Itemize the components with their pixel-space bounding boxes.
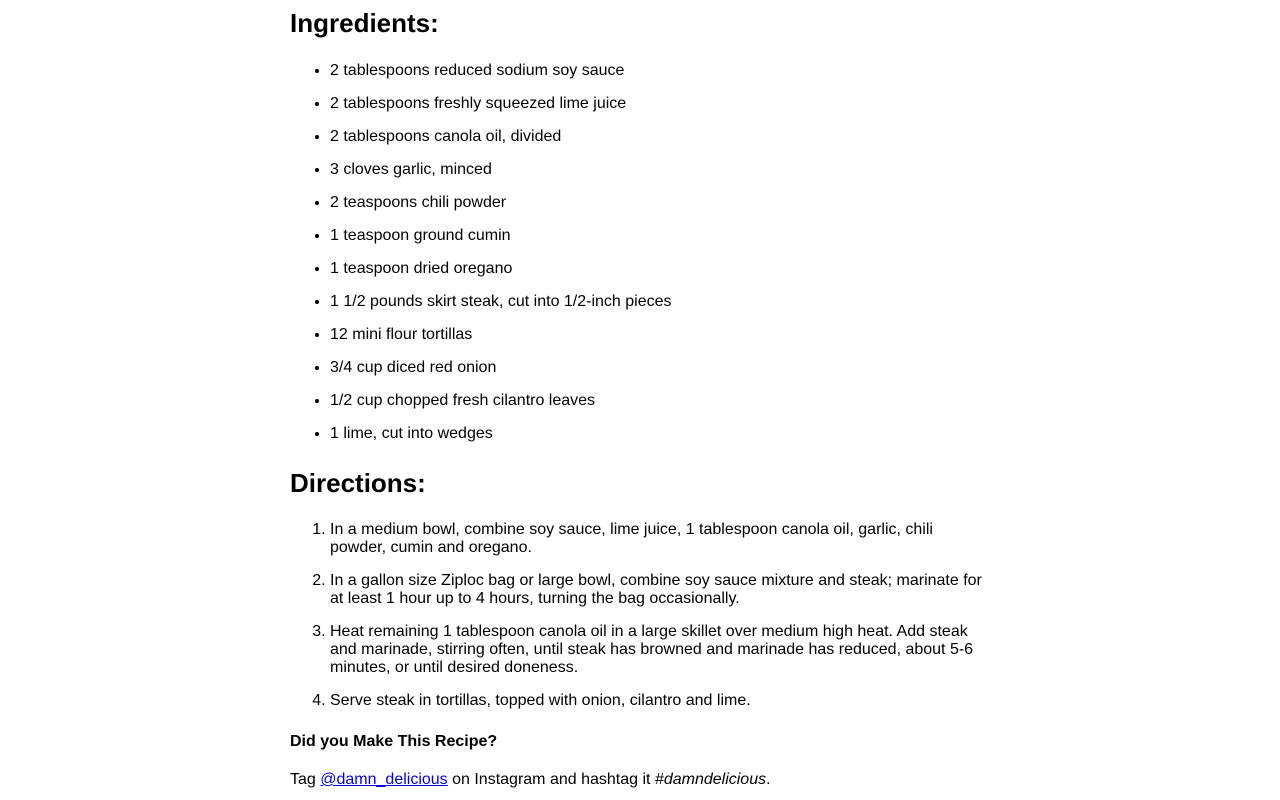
ingredient-item: • 1/2 cup chopped fresh cilantro leaves [330, 391, 990, 411]
ingredient-item: • 1 teaspoon ground cumin [330, 226, 990, 246]
ingredient-item: • 12 mini flour tortillas [330, 325, 990, 345]
ingredient-item: • 2 tablespoons canola oil, divided [330, 127, 990, 147]
ingredient-item: • 1 lime, cut into wedges [330, 424, 990, 444]
ingredient-item: • 3/4 cup diced red onion [330, 358, 990, 378]
ingredients-list [290, 61, 990, 457]
hashtag-text: #damndelicious [654, 771, 767, 788]
direction-step: 3. Heat remaining 1 tablespoon canola oil in a large skillet over medium high heat. Add steak and marinade, stirring often, until steak has browned and marinade has reduced, about 5-6 minutes, or until desired doneness. [330, 623, 990, 677]
make-recipe-question: Did you Make This Recipe? [290, 733, 498, 750]
directions-list [290, 521, 990, 725]
instagram-handle-link[interactable]: @damn_delicious [320, 771, 448, 788]
ingredient-item: • 3 cloves garlic, minced [330, 160, 990, 180]
tag-middle: on Instagram and hashtag it [447, 771, 655, 788]
ingredient-item: • 2 teaspoons chili powder [330, 193, 990, 213]
ingredient-item: • 1 teaspoon dried oregano [330, 259, 990, 279]
ingredient-item: • 1 1/2 pounds skirt steak, cut into 1/2-inch pieces [330, 292, 990, 312]
ingredient-item: • 2 tablespoons freshly squeezed lime juice [330, 94, 990, 114]
direction-step: 2. In a gallon size Ziploc bag or large bowl, combine soy sauce mixture and steak; marinate for at least 1 hour up to 4 hours, turning the bag occasionally. [330, 572, 990, 608]
ingredients-heading: Ingredients: [290, 8, 439, 38]
direction-step: 1. In a medium bowl, combine soy sauce, lime juice, 1 tablespoon canola oil, garlic, chili powder, cumin and oregano. [330, 521, 990, 557]
instagram-tag-line [290, 770, 771, 790]
tag-prefix: Tag [290, 771, 321, 788]
directions-heading: Directions: [290, 468, 426, 498]
ingredient-item: • 2 tablespoons reduced sodium soy sauce [330, 61, 990, 81]
tag-suffix: . [766, 771, 771, 788]
direction-step: 4. Serve steak in tortillas, topped with onion, cilantro and lime. [330, 692, 990, 710]
